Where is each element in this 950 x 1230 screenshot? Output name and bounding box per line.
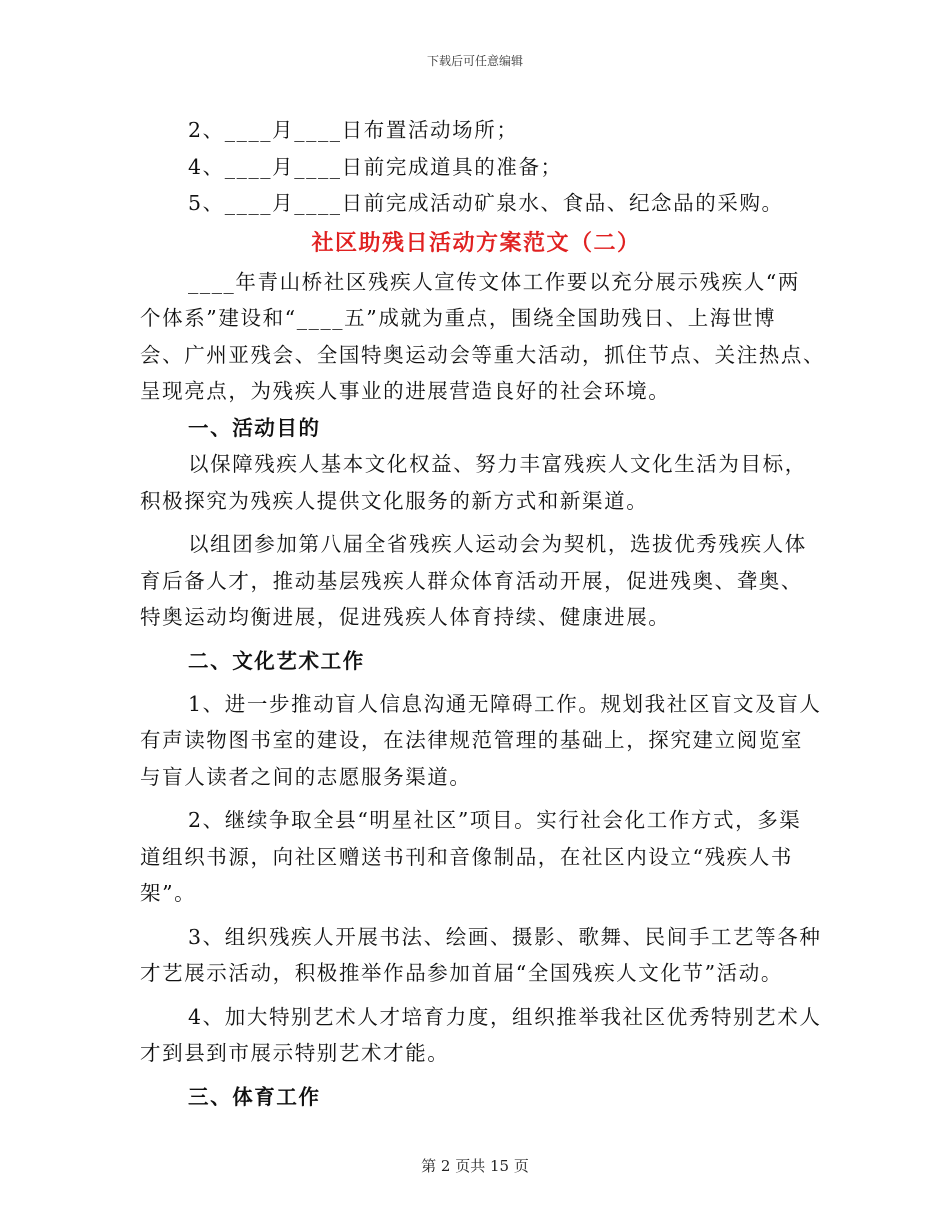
paragraph-line: 有声读物图书室的建设，在法律规范管理的基础上，探究建立阅览室 xyxy=(140,728,803,752)
paragraph-line: ____年青山桥社区残疾人宣传文体工作要以充分展示残疾人“两 xyxy=(188,269,800,294)
paragraph-line: 呈现亮点，为残疾人事业的进展营造良好的社会环境。 xyxy=(140,379,671,403)
paragraph-line: 2、继续争取全县“明星社区”项目。实行社会化工作方式，多渠 xyxy=(188,808,802,832)
intro-paragraph xyxy=(140,264,826,410)
paragraph-line: 3、组织残疾人开展书法、绘画、摄影、歌舞、民间手工艺等各种 xyxy=(188,924,822,949)
section-heading-purpose: 一、活动目的 xyxy=(188,415,321,440)
prep-item-5: 5、____月____日前完成活动矿泉水、食品、纪念品的采购。 xyxy=(188,191,784,215)
section-heading-sports: 三、体育工作 xyxy=(188,1084,321,1109)
paragraph-line: 1、进一步推动盲人信息沟通无障碍工作。规划我社区盲文及盲人 xyxy=(188,691,822,716)
paragraph-line: 道组织书源，向社区赠送书刊和音像制品，在社区内设立“残疾人书 xyxy=(140,844,793,869)
culture-item-2 xyxy=(140,802,812,912)
paragraph-line: 会、广州亚残会、全国特奥运动会等重大活动，抓住节点、关注热点、 xyxy=(140,342,826,367)
page-header: 下载后可任意编辑 xyxy=(426,54,523,68)
paragraph-line: 个体系”建设和“____五”成就为重点，围绕全国助残日、上海世博 xyxy=(140,306,777,330)
paragraph-line: 架”。 xyxy=(140,881,197,905)
paragraph-line: 4、加大特别艺术人才培育力度，组织推举我社区优秀特别艺术人 xyxy=(188,1004,822,1029)
culture-item-3 xyxy=(140,919,822,992)
paragraph-line: 以组团参加第八届全省残疾人运动会为契机，选拔优秀残疾人体 xyxy=(188,532,807,556)
prep-item-4: 4、____月____日前完成道具的准备； xyxy=(188,154,563,179)
purpose-paragraph-2 xyxy=(140,526,812,636)
paragraph-line: 才艺展示活动，积极推举作品参加首届“全国残疾人文化节”活动。 xyxy=(140,961,783,985)
paragraph-line: 以保障残疾人基本文化权益、努力丰富残疾人文化生活为目标， xyxy=(188,452,807,476)
paragraph-line: 与盲人读者之间的志愿服务渠道。 xyxy=(140,764,472,789)
paragraph-line: 才到县到市展示特别艺术才能。 xyxy=(140,1041,450,1065)
paragraph-line: 积极探究为残疾人提供文化服务的新方式和新渠道。 xyxy=(140,488,649,513)
section-heading-culture: 二、文化艺术工作 xyxy=(188,648,365,673)
culture-item-1 xyxy=(140,686,822,796)
document-body xyxy=(140,112,826,1122)
paragraph-line: 特奥运动均衡进展，促进残疾人体育持续、健康进展。 xyxy=(140,605,671,629)
prep-item-2: 2、____月____日布置活动场所； xyxy=(188,118,519,142)
document-title: 社区助残日活动方案范文（二） xyxy=(311,229,641,256)
culture-item-4 xyxy=(140,999,822,1072)
page-footer: 第 2 页共 15 页 xyxy=(421,1157,529,1175)
paragraph-line: 育后备人才，推动基层残疾人群众体育活动开展，促进残奥、聋奥、 xyxy=(140,568,803,593)
purpose-paragraph-1 xyxy=(140,446,812,519)
